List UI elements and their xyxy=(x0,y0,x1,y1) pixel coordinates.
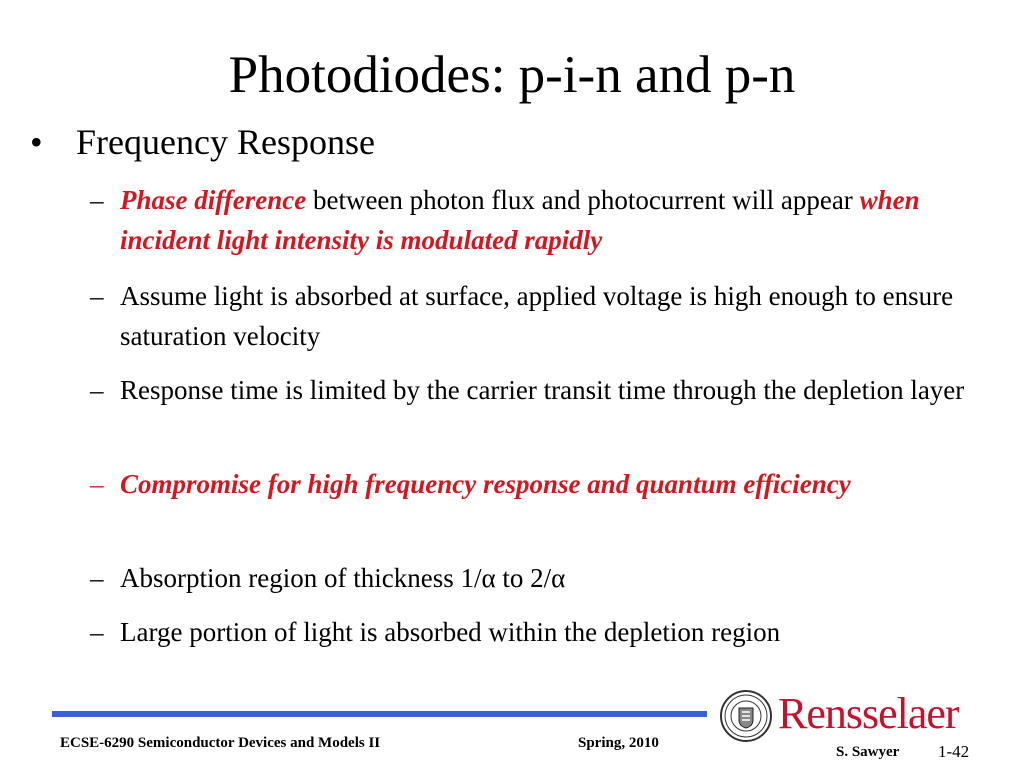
modulated-text: when incident light intensity is modulated rapidly xyxy=(120,185,920,255)
footer-author: S. Sawyer xyxy=(836,744,900,760)
sub-bullet-response-time xyxy=(90,370,990,410)
response-time-text: Response time is limited by the carrier transit time through the depletion layer xyxy=(120,375,965,405)
main-bullet-text: Frequency Response xyxy=(76,122,375,162)
dash-marker: – xyxy=(90,281,104,311)
dash-marker: – xyxy=(90,469,104,499)
sub-bullet-phase xyxy=(90,180,990,260)
footer-course: ECSE-6290 Semiconductor Devices and Models II xyxy=(60,735,381,751)
footer-divider xyxy=(52,711,707,717)
footer-term: Spring, 2010 xyxy=(578,735,659,751)
rensselaer-logo: Rensselaer xyxy=(778,689,959,738)
assume-text: Assume light is absorbed at surface, applied voltage is high enough to ensure saturation velocity xyxy=(120,281,954,351)
slide-title: Photodiodes: p-i-n and p-n xyxy=(228,46,796,104)
main-bullet xyxy=(30,118,375,166)
phase-difference-text: Phase difference xyxy=(120,185,307,215)
dash-marker: – xyxy=(90,185,104,215)
dash-marker: – xyxy=(90,375,104,405)
large-portion-text: Large portion of light is absorbed within the depletion region xyxy=(120,617,781,647)
phase-middle-text: between photon flux and photocurrent will appear xyxy=(306,185,860,215)
absorption-text: Absorption region of thickness 1/α to 2/α xyxy=(120,563,566,593)
dash-marker: – xyxy=(90,617,104,647)
sub-bullet-absorption xyxy=(90,558,990,598)
sub-bullet-large-portion xyxy=(90,612,990,652)
dash-marker: – xyxy=(90,563,104,593)
footer-page-number: 1-42 xyxy=(938,742,970,761)
compromise-text: Compromise for high frequency response and quantum efficiency xyxy=(120,469,851,499)
sub-bullet-compromise xyxy=(90,464,990,504)
bullet-marker: • xyxy=(30,122,43,162)
sub-bullet-assume xyxy=(90,276,990,356)
rensselaer-seal-icon xyxy=(720,690,772,742)
